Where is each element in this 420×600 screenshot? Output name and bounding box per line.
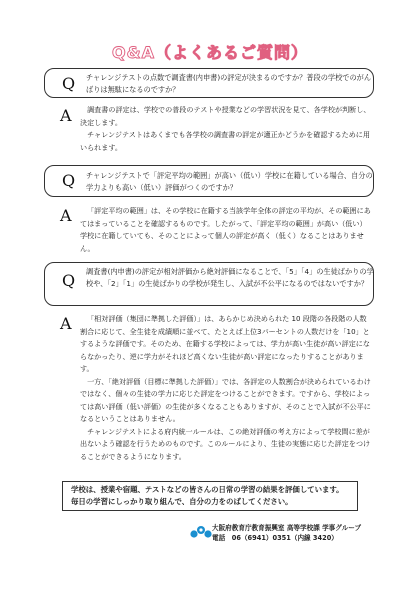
- question-mark-2: Q: [62, 171, 76, 190]
- answer-3-paragraph: チャレンジテストによる府内統一ルールは、この絶対評価の考え方によって学校間に差が出ないよう確認を行うためのものです。このルールにより、生徒の実態に応じた評定をつけることができるようになります。: [80, 426, 371, 461]
- answer-text-2: [80, 205, 372, 255]
- question-text-1: チャレンジテストの点数で調査書(内申書)の評定が決まるのですか？普段の学校でのがんばりは無駄になるのですか？: [86, 73, 372, 94]
- footer-contact: [212, 523, 361, 543]
- answer-mark-2: A: [60, 206, 72, 225]
- summary-box: [62, 481, 358, 511]
- answer-3-paragraph: 「相対評価（集団に準拠した評価）」は、あらかじめ決められた 10 段階の各段階の人数割合に応じて、全生徒を成績順に並べて、たとえば上位3パーセントの人数だけを「10」とするような評価です。そのため、在籍する学校によっては、学力が高い生徒が高い評定にならなかったり、逆に学力がそれほど高くない生徒が高い評定になったりすることがあります。: [80, 314, 370, 373]
- answer-text-3: [80, 313, 372, 463]
- question-text-3: 調査書(内申書)の評定が相対評価から絶対評価になることで、「5」「4」の生徒ばかりの学校や、「2」「1」の生徒ばかりの学校が発生し、入試が不公平になるのではないですか？: [86, 267, 374, 288]
- summary-line: 学校は、授業や宿題、テストなどの皆さんの日常の学習の結果を評価しています。: [71, 485, 344, 494]
- question-mark-3: Q: [62, 271, 76, 290]
- osaka-prefecture-logo-icon: [190, 524, 212, 540]
- answer-3-paragraph: 一方、「絶対評価（目標に準拠した評価）」では、各評定の人数割合が決められているわけではなく、個々の生徒の学力に応じた評定をつけることができます。ですから、学校によっては高い評価（低い評価）の生徒が多くなることもありますが、そのことで入試が不公平になるということはありません。: [80, 376, 371, 423]
- answer-2-paragraph: 「評定平均の範囲」は、その学校に在籍する当該学年全体の評定の平均が、その範囲にあてはまっていることを確認するものです。したがって、「評定平均の範囲」が高い（低い）学校に在籍していても、そのことによって個人の評定が高く（低く）なることはありません。: [80, 206, 371, 253]
- page-title: Q&A（よくあるご質問）: [112, 43, 308, 62]
- answer-1-paragraph: チャレンジテストはあくまでも各学校の調査書の評定が適正かどうかを確認するために用いられます。: [80, 130, 370, 152]
- answer-mark-3: A: [60, 314, 72, 333]
- question-mark-1: Q: [62, 74, 76, 93]
- answer-1-paragraph: 調査書の評定は、学校での普段のテストや授業などの学習状況を見て、各学校が判断し、決定します。: [80, 105, 371, 127]
- answer-mark-1: A: [60, 106, 72, 125]
- answer-text-1: [80, 104, 372, 154]
- summary-line: 毎日の学習にしっかり取り組んで、自分の力をのばしてください。: [71, 497, 293, 506]
- footer-phone: 電話 06（6941）0351（内線 3420）: [212, 534, 338, 542]
- footer-organization: 大阪府教育庁教育振興室 高等学校課 学事グループ: [212, 524, 362, 532]
- question-text-2: チャレンジテストで「評定平均の範囲」が高い（低い）学校に在籍している場合、自分の学力よりも高い（低い）評価がつくのですか？: [86, 171, 373, 192]
